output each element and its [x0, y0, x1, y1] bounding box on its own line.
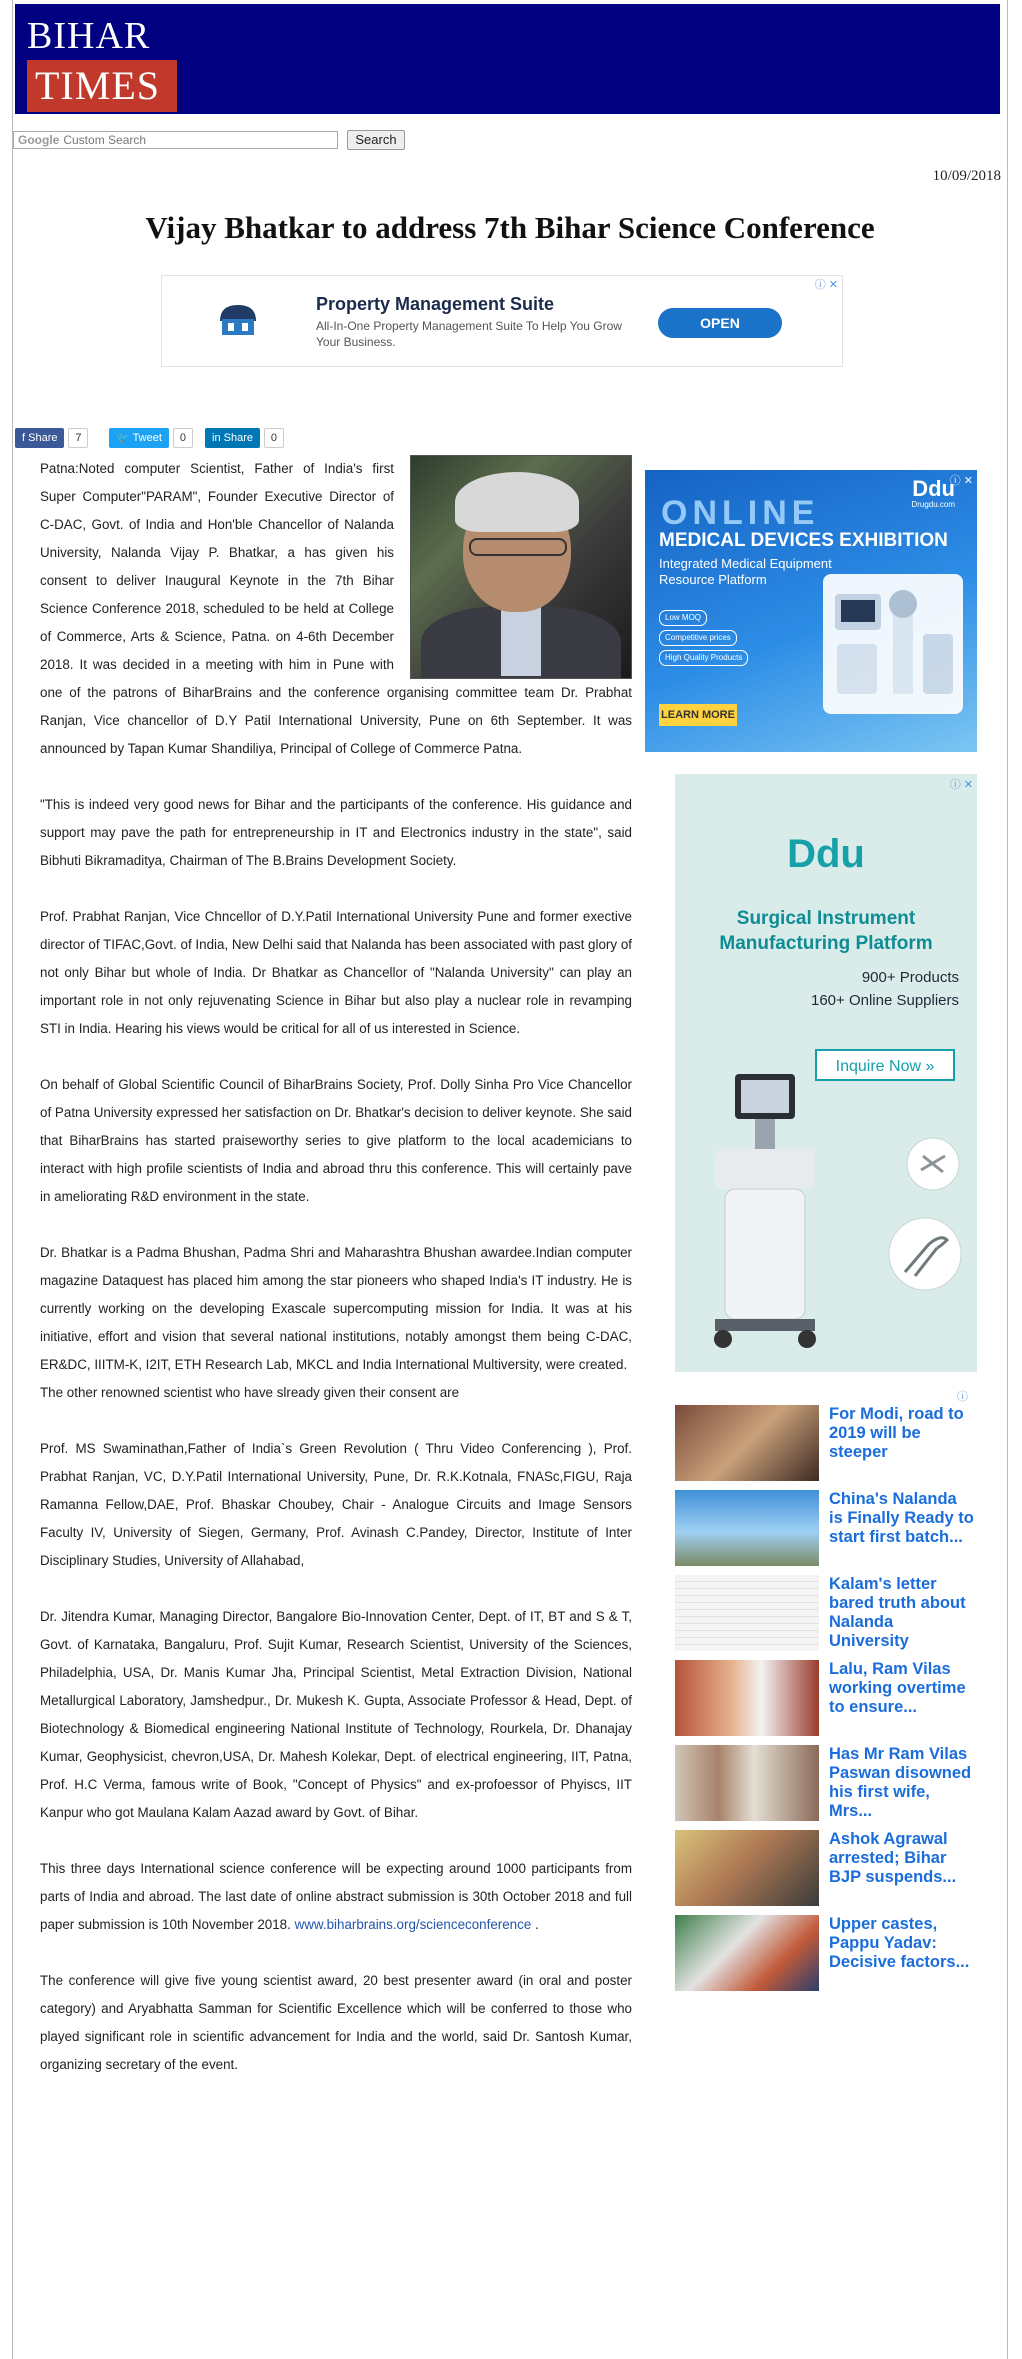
- article-date: 10/09/2018: [932, 168, 1001, 184]
- tweet-label: Tweet: [132, 432, 162, 444]
- article-paragraph: The conference will give five young scientist award, 20 best presenter award (in oral and poster category) and Aryabhatta Samman for Scientific Excellence which will be conferred to those who played significant role in scientific advancement for India and the world, said Dr. Santosh Kumar, organizing secretary of the event.: [40, 1973, 632, 2072]
- adchoices-icon[interactable]: ⓘ ✕: [814, 279, 838, 291]
- related-story[interactable]: [675, 1405, 977, 1490]
- related-story[interactable]: [675, 1660, 977, 1745]
- story-thumbnail[interactable]: [675, 1490, 819, 1566]
- related-story-title[interactable]: For Modi, road to 2019 will be steeper: [829, 1405, 964, 1461]
- related-story[interactable]: [675, 1575, 977, 1660]
- story-thumbnail[interactable]: [675, 1660, 819, 1736]
- story-thumbnail[interactable]: [675, 1915, 819, 1991]
- medical-equipment-image: [823, 574, 963, 714]
- linkedin-icon: in: [212, 432, 221, 444]
- facebook-share-label: Share: [28, 432, 58, 444]
- ad-suppliers-count: 160+ Online Suppliers: [810, 992, 959, 1009]
- linkedin-share-label: Share: [223, 432, 253, 444]
- related-story[interactable]: [675, 1490, 977, 1575]
- link-trailing-text: .: [531, 1917, 539, 1932]
- facebook-share[interactable]: [15, 428, 88, 448]
- facebook-share-count: 7: [68, 428, 88, 448]
- ad-online-text: ONLINE: [661, 494, 820, 532]
- article-body: [40, 455, 632, 2107]
- site-logo-line1[interactable]: BIHAR: [27, 15, 151, 57]
- ad-feature-pill: High Quality Products: [659, 650, 748, 666]
- surgical-instrument-ad[interactable]: [675, 774, 977, 1372]
- adchoices-icon[interactable]: ⓘ: [957, 1391, 968, 1403]
- site-logo-line2[interactable]: TIMES: [27, 60, 177, 112]
- top-ad-open-button[interactable]: OPEN: [658, 308, 782, 338]
- linkedin-share-button[interactable]: [205, 428, 260, 448]
- search-placeholder: Custom Search: [63, 133, 147, 147]
- ddu-logo: Ddu: [912, 476, 955, 501]
- article-paragraph: On behalf of Global Scientific Council of BiharBrains Society, Prof. Dolly Sinha Pro Vice Chancellor of Patna University expressed her satisfaction on Dr. Bhatkar's decision to deliver keynote. She said that BiharBrains has started praiseworthy series to give platform to the local academicians to interact with high profile scientists of India and abroad thru this conference. This will certainly pave in ameliorating R&D environment in the state.: [40, 1077, 632, 1204]
- ad-headline-line2: Manufacturing Platform: [719, 933, 933, 954]
- top-ad-text: All-In-One Property Management Suite To Help You Grow Your Business.: [316, 319, 622, 349]
- related-stories: [675, 1405, 977, 2000]
- related-story-title[interactable]: China's Nalanda is Finally Ready to start first batch...: [829, 1490, 974, 1546]
- adchoices-icon[interactable]: ⓘ ✕: [949, 779, 973, 791]
- ad-title: MEDICAL DEVICES EXHIBITION: [659, 530, 948, 551]
- tweet-button[interactable]: [109, 428, 169, 448]
- ad-headline: [675, 906, 977, 956]
- ultrasound-machine-image: [695, 1074, 845, 1354]
- masthead-banner[interactable]: [15, 4, 1000, 114]
- related-story-title[interactable]: Upper castes, Pappu Yadav: Decisive factors...: [829, 1915, 970, 1971]
- twitter-bird-icon: 🐦: [116, 432, 130, 444]
- twitter-share[interactable]: [109, 428, 193, 448]
- article-paragraph: "This is indeed very good news for Bihar and the participants of the conference. His guidance and support may pave the path for entrepreneurship in IT and Electronics industry in the state", said Bibhuti Bikramaditya, Chairman of The B.Brains Development Society.: [40, 797, 632, 868]
- ad-learn-more-button[interactable]: LEARN MORE: [659, 704, 737, 726]
- ad-products-count: 900+ Products: [861, 969, 959, 986]
- vijay-bhatkar-photo: [410, 455, 632, 679]
- ddu-site-label: Drugdu.com: [911, 500, 955, 509]
- story-thumbnail[interactable]: [675, 1830, 819, 1906]
- story-thumbnail[interactable]: [675, 1405, 819, 1481]
- facebook-share-button[interactable]: [15, 428, 64, 448]
- article-paragraph: Prof. MS Swaminathan,Father of India`s Green Revolution ( Thru Video Conferencing ), Prof. Prabhat Ranjan, VC, D.Y.Patil International University, Pune, Dr. R.K.Kotnala, FNASc,FIGU, Raja Ramanna Fellow,DAE, Prof. Bhaskar Choubey, Chair - Analogue Circuits and Image Sensors Faculty IV, University of Siegen, Germany, Prof. Avinash C.Pandey, Director, Institute of Inter Disciplinary Studies, University of Allahabad,: [40, 1441, 632, 1568]
- article-paragraph: [40, 1855, 632, 1939]
- cloud-building-icon: [212, 301, 264, 341]
- related-story-title[interactable]: Ashok Agrawal arrested; Bihar BJP suspends...: [829, 1830, 957, 1886]
- top-ad-banner[interactable]: [161, 275, 843, 367]
- conference-link[interactable]: www.biharbrains.org/scienceconference: [294, 1917, 532, 1932]
- surgical-tool-icon: [903, 1134, 963, 1194]
- related-story[interactable]: [675, 1830, 977, 1915]
- story-thumbnail[interactable]: [675, 1575, 819, 1651]
- related-story-title[interactable]: Lalu, Ram Vilas working overtime to ensure...: [829, 1660, 966, 1716]
- article-paragraph: The other renowned scientist who have slready given their consent are: [40, 1385, 460, 1400]
- article-paragraph-text: This three days International science conference will be expecting around 1000 participants from parts of India and abroad. The last date of online abstract submission is 30th October 2018 and full paper submission is 10th November 2018.: [40, 1861, 632, 1932]
- google-brand-label: Google: [18, 133, 60, 147]
- adchoices-icon[interactable]: ⓘ ✕: [949, 475, 973, 487]
- ddu-logo: Ddu: [787, 832, 865, 876]
- linkedin-share[interactable]: [205, 428, 284, 448]
- search-input[interactable]: [13, 131, 338, 149]
- linkedin-share-count: 0: [264, 428, 284, 448]
- forceps-icon: [885, 1214, 965, 1294]
- article-headline: Vijay Bhatkar to address 7th Bihar Science Conference: [145, 210, 875, 245]
- tweet-count: 0: [173, 428, 193, 448]
- article-paragraph: Dr. Bhatkar is a Padma Bhushan, Padma Shri and Maharashtra Bhushan awardee.Indian computer magazine Dataquest has placed him among the star pioneers who shaped India's IT industry. He is currently working on the developing Exascale supercomputing mission for India. It was at his initiative, effort and vision that several national institutions, notably amongst them being C-DAC, ER&DC, IIITM-K, I2IT, ETH Research Lab, MKCL and India International Multiversity, were created.: [40, 1245, 632, 1372]
- search-button[interactable]: Search: [347, 130, 405, 150]
- top-ad-title: Property Management Suite: [316, 294, 555, 314]
- ad-subtitle: Integrated Medical Equipment Resource Platform: [659, 556, 832, 587]
- medical-devices-ad[interactable]: [645, 470, 977, 752]
- related-story[interactable]: [675, 1745, 977, 1830]
- article-paragraph: Dr. Jitendra Kumar, Managing Director, Bangalore Bio-Innovation Center, Dept. of IT, BT and S & T, Govt. of Karnataka, Bangaluru, Prof. Sujit Kumar, Research Scientist, University of the Sciences, Philadelphia, USA, Dr. Manis Kumar Jha, Principal Scientist, Metal Extraction Division, National Metallurgical Laboratory, Jamshedpur., Dr. Mukesh K. Gupta, Associate Professor & Head, Dept. of Biotechnology & Biomedical engineering National Institute of Technology, Rourkela, Dr. Dhanajay Kumar, Geophysicist, chevron,USA, Dr. Mahesh Kolekar, Dept. of electrical engineering, IIT, Patna, Prof. H.C Verma, famous write of Book, "Concept of Physics" and ex-profoessor of Phyiscs, IIT Kanpur who got Maulana Kalam Aazad award by Govt. of Bihar.: [40, 1609, 632, 1820]
- ad-feature-pill: Low MOQ: [659, 610, 707, 626]
- story-thumbnail[interactable]: [675, 1745, 819, 1821]
- related-story[interactable]: [675, 1915, 977, 2000]
- ad-headline-line1: Surgical Instrument: [736, 908, 916, 929]
- related-story-title[interactable]: Kalam's letter bared truth about Nalanda University: [829, 1575, 966, 1650]
- related-story-title[interactable]: Has Mr Ram Vilas Paswan disowned his first wife, Mrs...: [829, 1745, 972, 1820]
- facebook-icon: f: [22, 432, 26, 444]
- inquire-now-button[interactable]: Inquire Now »: [815, 1049, 955, 1081]
- article-paragraph: Patna:Noted computer Scientist, Father of India's first Super Computer"PARAM", Founder Executive Director of C-DAC, Govt. of India and Hon'ble Chancellor of Nalanda University, Nalanda Vijay P. Bhatkar, a has given his consent to deliver Inaugural Keynote in the 7th Bihar Science Conference 2018, scheduled to be held at College of Commerce, Arts & Science, Patna. on 4-6th December 2018. It was decided in a meeting with him in Pune with one of the patrons of BiharBrains and the conference organising committee team Dr. Prabhat Ranjan, Vice chancellor of D.Y Patil International University, Pune on 6th September. It was announced by Tapan Kumar Shandiliya, Principal of College of Commerce Patna.: [40, 461, 632, 756]
- ad-feature-pill: Competitive prices: [659, 630, 737, 646]
- page-container: [12, 0, 1008, 2359]
- article-paragraph: Prof. Prabhat Ranjan, Vice Chncellor of D.Y.Patil International University Pune and former exective director of TIFAC,Govt. of India, New Delhi said that Nalanda has been associated with past glory of not only Bihar but whole of India. Dr Bhatkar as Chancellor of "Nalanda University" can play an important role in not only rejuvenating Science in Bihar but also play a nuclear role in revamping STI in India. Hearing his views would be critical for all of us interested in Science.: [40, 909, 632, 1036]
